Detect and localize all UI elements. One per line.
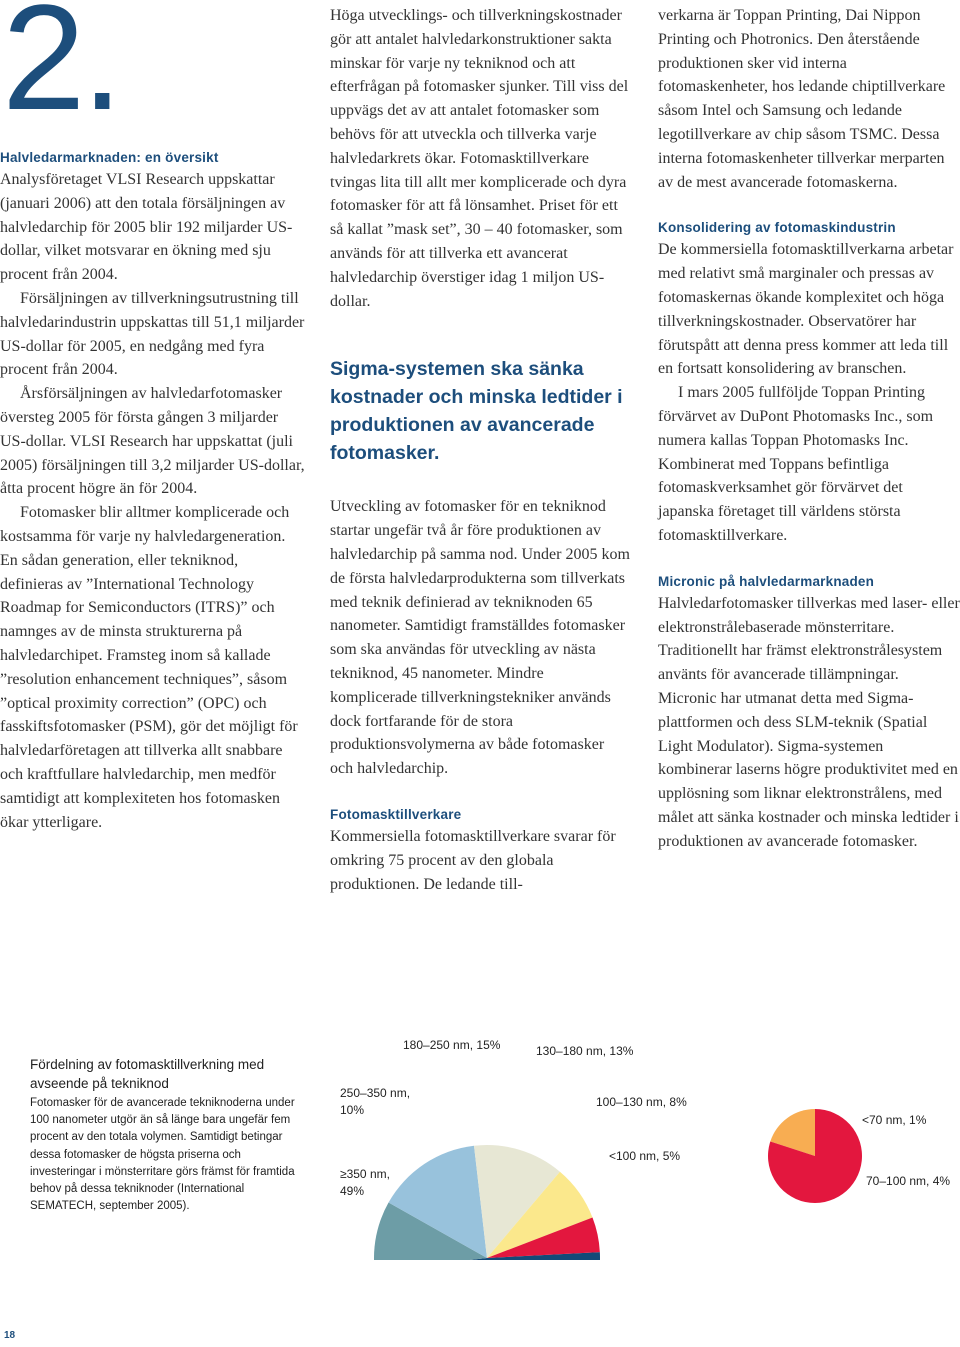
pie-chart-main	[374, 1145, 600, 1260]
section-heading-market-overview: Halvledarmarknaden: en översikt	[0, 150, 219, 165]
label-130-180nm: 130–180 nm, 13%	[536, 1044, 634, 1058]
paragraph: De kommersiella fotomasktillverkarna arbetar med relativt små marginaler och pressas av fotomaskernas ökande komplexitet och höga tillverkningskostnader. Observatörer har förutspått att denna press kommer att leda till en fortsatt konsolidering av branschen.	[658, 241, 954, 378]
chapter-number: 2.	[2, 0, 120, 141]
page-number: 18	[4, 1330, 16, 1341]
section-heading-photomask-makers: Fotomasktillverkare	[330, 806, 462, 822]
label-under-100nm: <100 nm, 5%	[609, 1149, 681, 1163]
paragraph: Utveckling av fotomasker för en tekniknod startar ungefär två år före produktionen av halvledarchip på samma nod. Under 2005 kom de första halvledarprodukterna som tillverkats med teknik definierad av tekniknoden 65 nanometer. Samtidigt framställdes fotomasker som ska användas för utveckling av nästa tekniknod, 45 nanometer. Mindre komplicerade tillverkningstekniker används dock fortfarande för de stora produktionsvolymerna av både fotomasker och halvledarchip.	[330, 498, 630, 778]
label-180-250nm: 180–250 nm, 15%	[403, 1038, 501, 1052]
label-100-130nm: 100–130 nm, 8%	[596, 1095, 687, 1109]
section-heading-consolidation: Konsolidering av fotomaskindustrin	[658, 220, 896, 236]
paragraph: Årsförsäljningen av halvledarfotomasker översteg 2005 för första gången 3 miljarder US-dollar. VLSI Research har uppskattat (juli 2005) försäljningen till 3,2 miljarder US-dollar, åtta procent högre än för 2004.	[0, 385, 305, 498]
paragraph: Kommersiella fotomasktillverkare svarar för omkring 75 procent av den globala produktionen. De ledande till-	[330, 827, 616, 893]
column-right	[658, 4, 960, 854]
paragraph: Fotomasker blir alltmer komplicerade och kostsamma för varje ny halvledargeneration. En sådan generation, eller tekniknod, definieras av ”International Technology Roadmap for Semiconductors (ITRS)” och namnges av de minsta strukturerna på halvledarchipet. Framsteg inom så kallade ”resolution enhancement techniques”, såsom ”optical proximity correction” (OPC) och fasskiftsfotomasker (PSM), gör det möjligt för halvledarföretagen att tillverka allt snabbare och kraftfullare halvledarchip, men medför samtidigt att komplexiteten hos fotomasken ökar ytterligare.	[0, 504, 298, 831]
paragraph: verkarna är Toppan Printing, Dai Nippon Printing och Photronics. Den återstående produktionen sker vid interna fotomaskenheter, hos ledande chiptillverkare såsom Intel och Samsung och ledande legotillverkare av chip såsom TSMC. Dessa interna fotomaskenheter tillverkar merparten av de mest avancerade fotomaskerna.	[658, 7, 946, 191]
paragraph: Höga utvecklings- och tillverkningskostnader gör att antalet halvledarkonstruktioner sakta minskar för varje ny tekniknod och att efterfrågan på fotomasker sjunker. Till viss del uppvägs det av att antalet fotomasker som behövs för att utveckla och tillverka varje halvledarkrets ökar. Fotomasktillverkare tvingas lita till allt mer komplicerade och dyra fotomasker för att få lönsamhet. Priset för ett så kallat ”mask set”, 30 – 40 fotomasker, som används för att tillverka ett avancerat halvledarchip överstiger idag 1 miljon US-dollar.	[330, 7, 629, 310]
label-350nm: ≥350 nm, 49%	[340, 1167, 390, 1198]
column-middle	[330, 4, 630, 896]
paragraph: Analysföretaget VLSI Research uppskattar (januari 2006) att den totala försäljningen av halvledarchip för 2005 blir 192 miljarder US-dollar, vilket motsvarar en ökning med sju procent från 2004.	[0, 171, 293, 284]
label-70-100nm: 70–100 nm, 4%	[866, 1174, 951, 1188]
label-250-350nm: 250–350 nm, 10%	[340, 1086, 411, 1117]
section-heading-micronic: Micronic på halvledarmarknaden	[658, 573, 875, 589]
paragraph: Försäljningen av tillverkningsutrustning till halvledarindustrin uppskattas till 51,1 miljarder US-dollar för 2005, en nedgång med fyra procent från 2004.	[0, 289, 305, 379]
pie-charts	[0, 1030, 960, 1260]
figure-title: Fördelning av fotomasktillverkning med avseende på tekniknod	[30, 1057, 265, 1091]
pie-chart-sub-100nm	[768, 1109, 862, 1203]
label-under-70nm: <70 nm, 1%	[862, 1113, 927, 1127]
paragraph: I mars 2005 fullföljde Toppan Printing förvärvet av DuPont Photomasks Inc., som numera kallas Toppan Photomasks Inc. Kombinerat med Toppans befintliga fotomaskverksamhet gör förvärvet det japanska företaget till världens största fotomasktillverkare.	[658, 384, 934, 544]
pull-quote: Sigma-systemen ska sänka kostnader och minska ledtider i produktionen av avancerade fotomasker.	[330, 358, 623, 465]
column-left	[0, 148, 305, 834]
paragraph: Halvledarfotomasker tillverkas med laser- eller elektronstrålebaserade mönsterritare. Traditionellt har främst elektronstrålesystem använts för avancerade tillämpningar. Micronic har utmanat detta med Sigma-plattformen och dess SLM-teknik (Spatial Light Modulator). Sigma-systemen kombinerar laserns högre produktivitet med en upplösning som liknar elektronstrålens, med målet att sänka kostnader och minska ledtider i produktionen av avancerade fotomasker.	[658, 594, 960, 850]
figure-caption: Fotomasker för de avancerade tekniknoderna under 100 nanometer utgör än så länge bara ungefär fem procent av den totala volymen. Samtidigt betingar dessa fotomasker de högsta priserna och investeringar i mönsterritare görs främst för framtida behov på dessa tekniknoder (International SEMATECH, september 2005).	[30, 1097, 295, 1213]
